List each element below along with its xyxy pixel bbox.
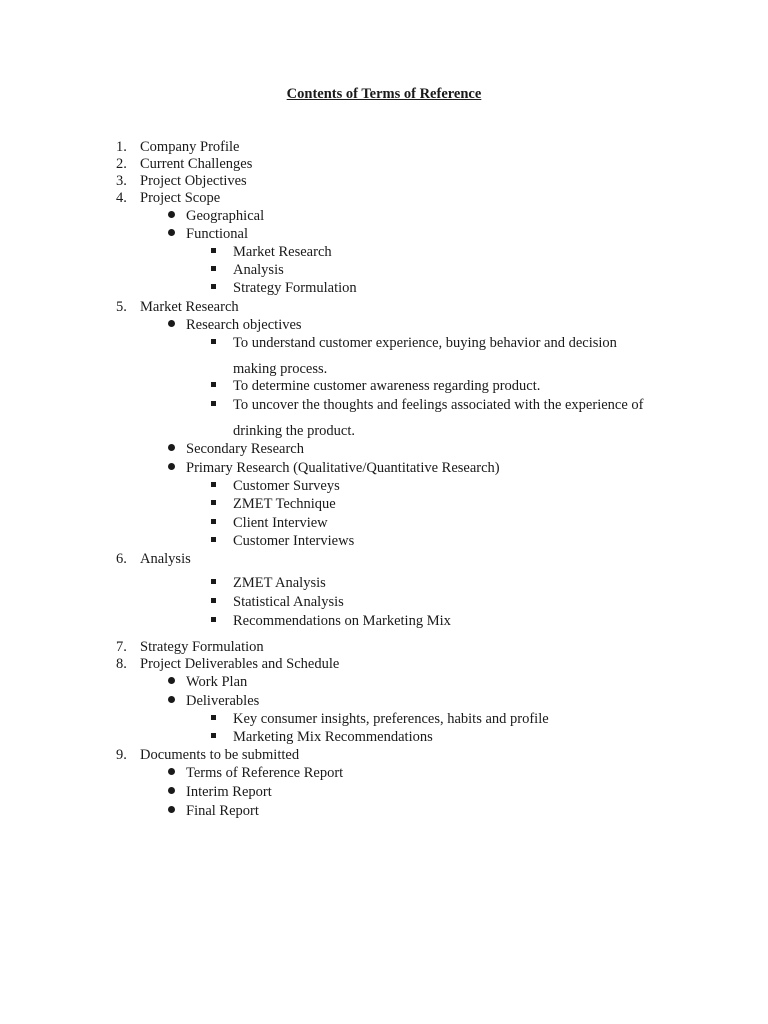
item-current-challenges: Current Challenges <box>140 156 253 172</box>
subsubitem-key-consumer-insights: Key consumer insights, preferences, habits and profile <box>233 711 549 727</box>
item-number: 4. <box>116 190 127 206</box>
bullet-square <box>211 519 216 524</box>
bullet-square <box>211 598 216 603</box>
bullet-dot <box>168 444 175 451</box>
bullet-dot <box>168 787 175 794</box>
item-company-profile: Company Profile <box>140 139 240 155</box>
subitem-deliverables: Deliverables <box>186 693 260 709</box>
bullet-square <box>211 500 216 505</box>
bullet-square <box>211 579 216 584</box>
item-project-deliverables: Project Deliverables and Schedule <box>140 656 340 672</box>
subitem-primary-research: Primary Research (Qualitative/Quantitative Research) <box>186 460 500 476</box>
subsubitem-analysis: Analysis <box>233 262 284 278</box>
bullet-dot <box>168 463 175 470</box>
objective-understand-line2: making process. <box>233 361 328 377</box>
item-number: 8. <box>116 656 127 672</box>
subsubitem-recommendations-marketing-mix: Recommendations on Marketing Mix <box>233 613 451 629</box>
bullet-dot <box>168 229 175 236</box>
item-number: 6. <box>116 551 127 567</box>
item-analysis: Analysis <box>140 551 191 567</box>
bullet-square <box>211 266 216 271</box>
bullet-square <box>211 715 216 720</box>
bullet-square <box>211 537 216 542</box>
bullet-dot <box>168 320 175 327</box>
bullet-square <box>211 617 216 622</box>
item-project-objectives: Project Objectives <box>140 173 247 189</box>
objective-awareness: To determine customer awareness regarding product. <box>233 378 541 394</box>
bullet-square <box>211 401 216 406</box>
subsubitem-strategy-formulation: Strategy Formulation <box>233 280 357 296</box>
bullet-square <box>211 339 216 344</box>
objective-uncover-line1: To uncover the thoughts and feelings associated with the experience of <box>233 397 644 413</box>
bullet-dot <box>168 806 175 813</box>
subitem-work-plan: Work Plan <box>186 674 248 690</box>
objective-understand-line1: To understand customer experience, buying behavior and decision <box>233 335 617 351</box>
item-project-scope: Project Scope <box>140 190 221 206</box>
subsubitem-client-interview: Client Interview <box>233 515 328 531</box>
item-number: 3. <box>116 173 127 189</box>
subsubitem-zmet-analysis: ZMET Analysis <box>233 575 326 591</box>
objective-uncover-line2: drinking the product. <box>233 423 356 439</box>
subitem-terms-of-reference-report: Terms of Reference Report <box>186 765 344 781</box>
item-market-research: Market Research <box>140 299 239 315</box>
subitem-functional: Functional <box>186 226 249 242</box>
bullet-square <box>211 382 216 387</box>
bullet-square <box>211 733 216 738</box>
subsubitem-marketing-mix-recommendations: Marketing Mix Recommendations <box>233 729 433 745</box>
bullet-square <box>211 482 216 487</box>
document-title: Contents of Terms of Reference <box>286 86 482 102</box>
bullet-dot <box>168 677 175 684</box>
item-number: 9. <box>116 747 127 763</box>
item-number: 5. <box>116 299 127 315</box>
subitem-interim-report: Interim Report <box>186 784 272 800</box>
subitem-final-report: Final Report <box>186 803 259 819</box>
bullet-dot <box>168 211 175 218</box>
item-number: 2. <box>116 156 127 172</box>
subsubitem-customer-surveys: Customer Surveys <box>233 478 340 494</box>
item-number: 7. <box>116 639 127 655</box>
subsubitem-statistical-analysis: Statistical Analysis <box>233 594 344 610</box>
item-documents-submitted: Documents to be submitted <box>140 747 300 763</box>
item-number: 1. <box>116 139 127 155</box>
subitem-geographical: Geographical <box>186 208 265 224</box>
subsubitem-market-research: Market Research <box>233 244 332 260</box>
bullet-dot <box>168 696 175 703</box>
bullet-square <box>211 248 216 253</box>
subitem-secondary-research: Secondary Research <box>186 441 304 457</box>
subitem-research-objectives: Research objectives <box>186 317 302 333</box>
bullet-dot <box>168 768 175 775</box>
subsubitem-customer-interviews: Customer Interviews <box>233 533 355 549</box>
bullet-square <box>211 284 216 289</box>
item-strategy-formulation: Strategy Formulation <box>140 639 264 655</box>
subsubitem-zmet-technique: ZMET Technique <box>233 496 336 512</box>
